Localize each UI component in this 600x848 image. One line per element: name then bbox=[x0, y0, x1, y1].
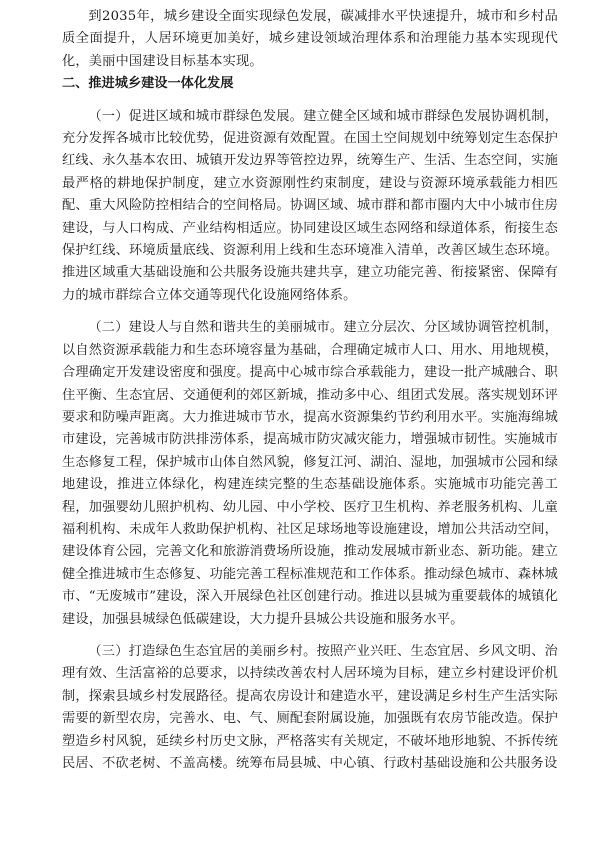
paragraph-beautiful-cities: （二）建设人与自然和谐共生的美丽城市。建立分层次、分区域协调管控机制，以自然资源承载能力和生态环境容量为基础，合理确定城市人口、用水、用地规模，合理确定开发建设密度和强度。提高中心城市综合承载能力，建设一批产城融合、职住平衡、生态宜居、交通便利的郊区新城，推动多中心、组团式发展。落实规划环评要求和防噪声距离。大力推进城市节水，提高水资源集约节约利用水平。实施海绵城市建设，完善城市防洪排涝体系，提高城市防灾减灾能力，增强城市韧性。实施城市生态修复工程，保护城市山体自然风貌，修复江河、湖泊、湿地，加强城市公园和绿地建设，推进立体绿化，构建连续完整的生态基础设施体系。实施城市功能完善工程，加强婴幼儿照护机构、幼儿园、中小学校、医疗卫生机构、养老服务机构、儿童福利机构、未成年人救助保护机构、社区足球场地等设施建设，增加公共活动空间，建设体育公园，完善文化和旅游消费场所设施，推动发展城市新业态、新功能。建立健全推进城市生态修复、功能完善工程标准规范和工作体系。推动绿色城市、森林城市、“无废城市”建设，深入开展绿色社区创建行动。推进以县城为重要载体的城镇化建设，加强县城绿色低碳建设，大力提升县城公共设施和服务水平。 bbox=[62, 320, 558, 627]
document-page bbox=[62, 6, 558, 775]
paragraph-regional-green-development: （一）促进区域和城市群绿色发展。建立健全区域和城市群绿色发展协调机制，充分发挥各城市比较优势，促进资源有效配置。在国土空间规划中统筹划定生态保护红线、永久基本农田、城镇开发边界等管控边界，统筹生产、生活、生态空间，实施最严格的耕地保护制度，建立水资源刚性约束制度，建设与资源环境承载能力相匹配、重大风险防控相结合的空间格局。协调区域、城市群和都市圈内大中小城市住房建设，与人口构成、产业结构相适应。协同建设区域生态网络和绿道体系，衔接生态保护红线、环境质量底线、资源利用上线和生态环境准入清单，改善区域生态环境。推进区域重大基础设施和公共服务设施共建共享，建立功能完善、衔接紧密、保障有力的城市群综合立体交通等现代化设施网络体系。 bbox=[62, 108, 558, 303]
section-heading: 二、推进城乡建设一体化发展 bbox=[62, 76, 234, 92]
intro-paragraph: 到2035年，城乡建设全面实现绿色发展，碳减排水平快速提升，城市和乡村品质全面提升，人居环境更加美好，城乡建设领域治理体系和治理能力基本实现现代化，美丽中国建设目标基本实现。 bbox=[62, 9, 558, 69]
paragraph-beautiful-villages: （三）打造绿色生态宜居的美丽乡村。按照产业兴旺、生态宜居、乡风文明、治理有效、生活富裕的总要求，以持续改善农村人居环境为目标，建立乡村建设评价机制，探索县域乡村发展路径。提高农房设计和建造水平，建设满足乡村生产生活实际需要的新型农房，完善水、电、气、厕配套附属设施，加强既有农房节能改造。保护塑造乡村风貌，延续乡村历史文脉，严格落实有关规定，不破坏地形地貌、不拆传统民居、不砍老树、不盖高楼。统筹布局县城、中心镇、行政村基础设施和公共服务设 bbox=[62, 643, 558, 771]
